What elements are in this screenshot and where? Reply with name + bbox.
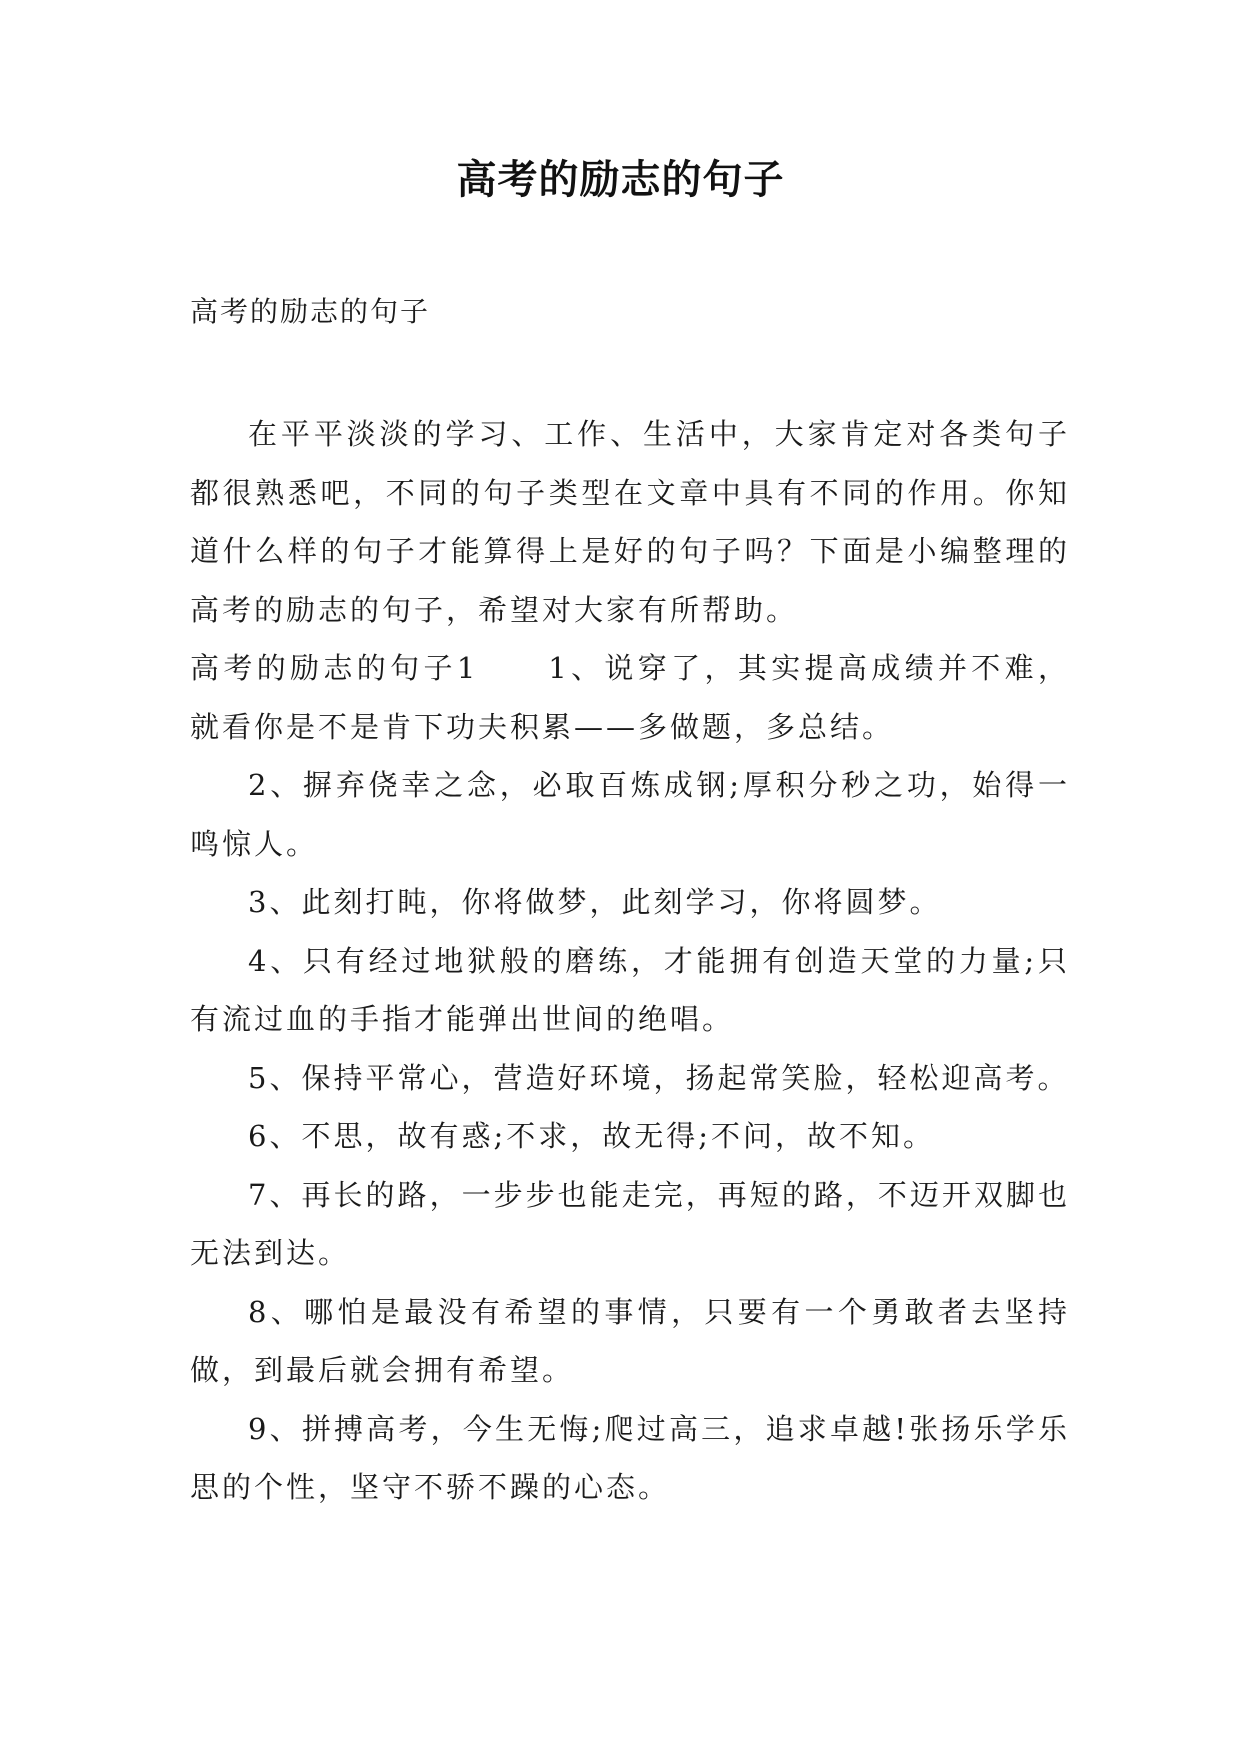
quote-9: 9、拼搏高考，今生无悔;爬过高三，追求卓越!张扬乐学乐思的个性，坚守不骄不躁的心态。 [190, 1411, 1070, 1504]
section-first-paragraph [190, 639, 1070, 756]
section-heading: 高考的励志的句子1 [190, 651, 479, 685]
quote-4: 4、只有经过地狱般的磨练，才能拥有创造天堂的力量;只有流过血的手指才能弹出世间的绝唱。 [190, 943, 1070, 1036]
document-subtitle: 高考的励志的句子 [190, 295, 431, 328]
quote-8: 8、哪怕是最没有希望的事情，只要有一个勇敢者去坚持做，到最后就会拥有希望。 [190, 1294, 1070, 1387]
document-body [190, 405, 1070, 1517]
quote-5: 5、保持平常心，营造好环境，扬起常笑脸，轻松迎高考。 [248, 1060, 1070, 1095]
quote-6: 6、不思，故有惑;不求，故无得;不问，故不知。 [248, 1119, 935, 1153]
quote-1: 1、说穿了，其实提高成绩并不难，就看你是不是肯下功夫积累——多做题，多总结。 [190, 651, 1071, 744]
quote-3: 3、此刻打盹，你将做梦，此刻学习，你将圆梦。 [248, 885, 942, 919]
intro-paragraph: 在平平淡淡的学习、工作、生活中，大家肯定对各类句子都很熟悉吧，不同的句子类型在文章中具有不同的作用。你知道什么样的句子才能算得上是好的句子吗？下面是小编整理的高考的励志的句子，希望对大家有所帮助。 [190, 417, 1070, 627]
document-title: 高考的励志的句子 [456, 156, 785, 203]
quote-7: 7、再长的路，一步步也能走完，再短的路，不迈开双脚也无法到达。 [190, 1177, 1070, 1270]
quote-2: 2、摒弃侥幸之念，必取百炼成钢;厚积分秒之功，始得一鸣惊人。 [190, 768, 1070, 861]
